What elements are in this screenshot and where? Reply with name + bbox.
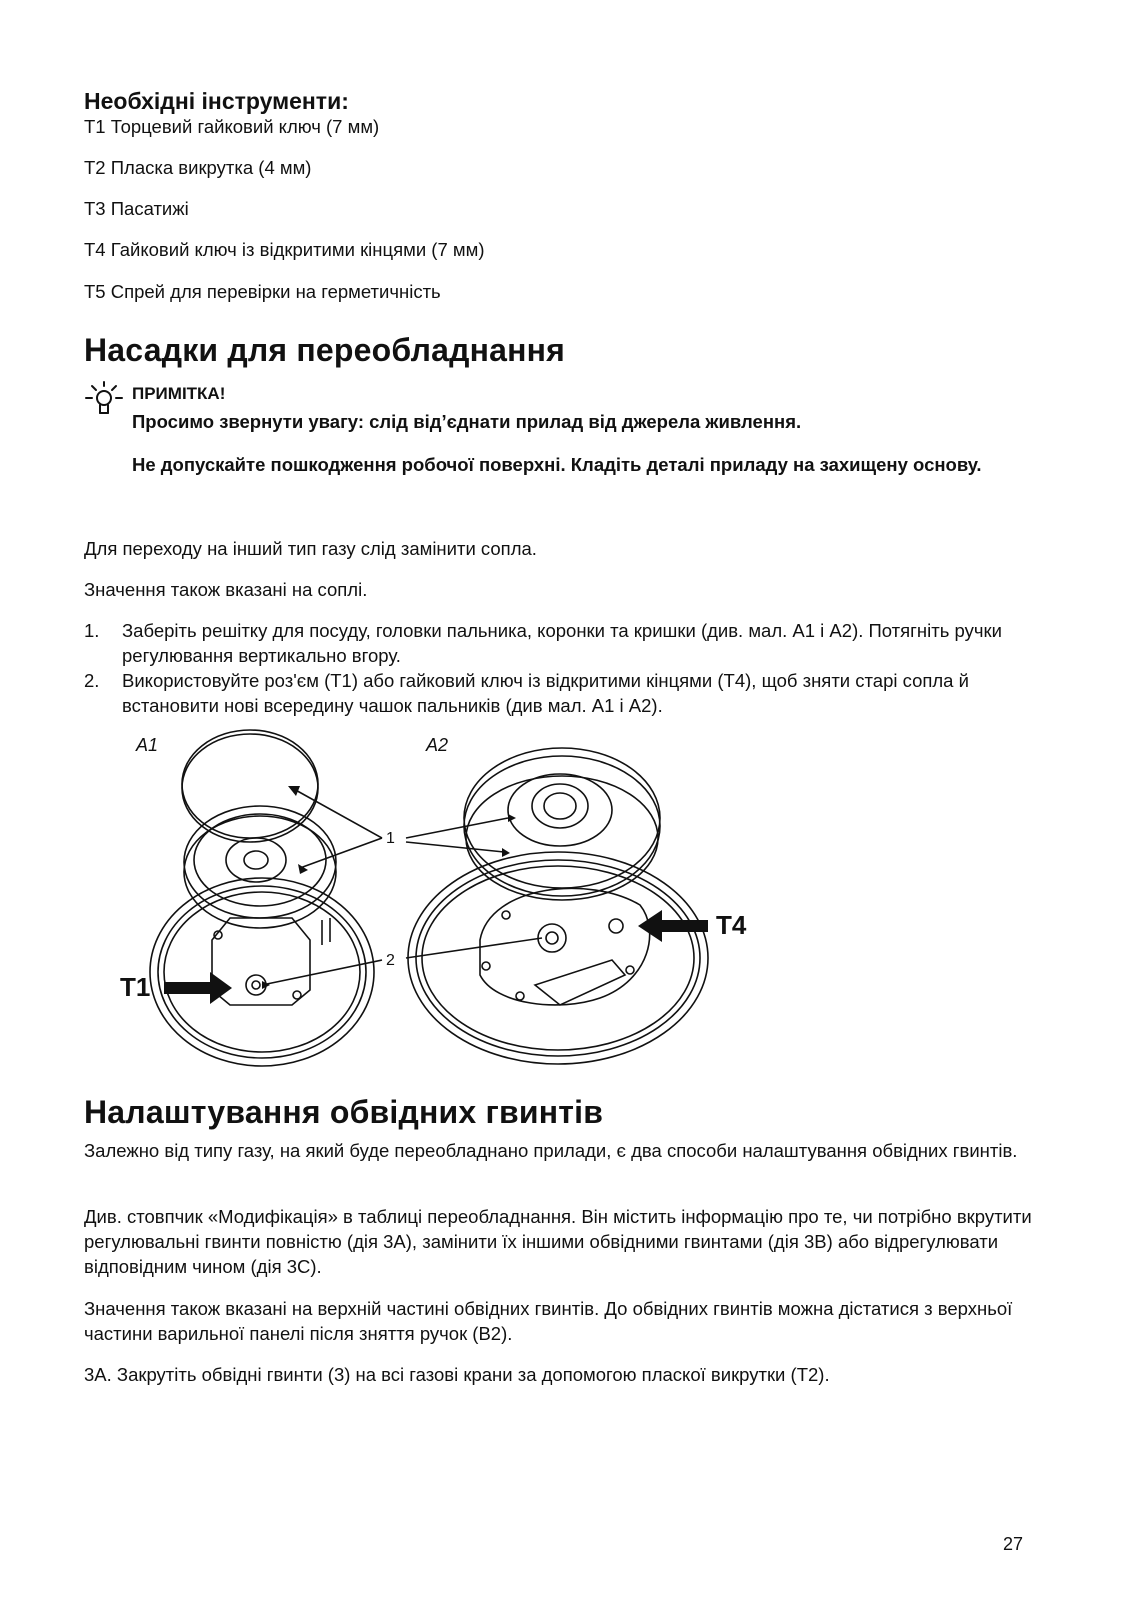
tool-label-t4: T4 [716, 910, 747, 940]
tool-item-t3: T3 Пасатижі [84, 198, 189, 219]
tools-heading: Необхідні інструменти: [84, 88, 349, 114]
tool-item-t4: T4 Гайковий ключ із відкритими кінцями (7 мм) [84, 239, 485, 260]
nozzles-paragraph-2: Значення також вказані на соплі. [84, 579, 368, 600]
note-title: ПРИМІТКА! [132, 384, 226, 403]
bypass-paragraph-4: 3A. Закрутіть обвідні гвинти (3) на всі газові крани за допомогою пласкої викрутки (T2). [84, 1364, 830, 1385]
bypass-heading: Налаштування обвідних гвинтів [84, 1094, 604, 1130]
tool-item-t2: T2 Пласка викрутка (4 мм) [84, 157, 312, 178]
note-text-protect: Не допускайте пошкодження робочої поверхні. Кладіть деталі приладу на захищену основу. [132, 454, 982, 475]
callout-1: 1 [386, 830, 395, 847]
step-number: 2. [84, 670, 100, 691]
figure-label-a1: A1 [136, 735, 159, 755]
step-number: 1. [84, 620, 100, 641]
bypass-paragraph-1: Залежно від типу газу, на який буде переобладнано прилади, є два способи налаштування обвідних гвинтів. [84, 1140, 1018, 1161]
nozzles-heading: Насадки для переобладнання [84, 332, 566, 368]
callout-2: 2 [386, 952, 395, 969]
page-number: 27 [1002, 1534, 1023, 1554]
lightbulb-icon [84, 381, 124, 421]
steps-list [84, 618, 1044, 718]
step-item [84, 668, 1044, 718]
tool-item-t1: T1 Торцевий гайковий ключ (7 мм) [84, 116, 380, 137]
figure-label-a2: A2 [426, 735, 449, 755]
nozzles-paragraph-1: Для переходу на інший тип газу слід замінити сопла. [84, 538, 537, 559]
bypass-paragraph-2: Див. стовпчик «Модифікація» в таблиці переобладнання. Він містить інформацію про те, чи потрібно вкрутити регулювальні гвинти повністю (дія 3A), замінити їх іншими обвідними гвинтами (дія 3B) або відрегулювати відповідним чином (дія 3C). [84, 1206, 1032, 1277]
step-item [84, 618, 1044, 668]
step-text: Використовуйте роз'єм (T1) або гайковий ключ із відкритими кінцями (T4), щоб зняти старі сопла й встановити нові всередину чашок пальників (див мал. A1 і A2). [122, 670, 969, 716]
step-text: Заберіть решітку для посуду, головки пальника, коронки та кришки (див. мал. A1 і A2). Потягніть ручки регулювання вертикально вгору. [122, 620, 1002, 666]
tool-label-t1: T1 [120, 972, 151, 1002]
tool-item-t5: T5 Спрей для перевірки на герметичність [84, 281, 441, 302]
bypass-paragraph-3: Значення також вказані на верхній частині обвідних гвинтів. До обвідних гвинтів можна дістатися з верхньої частини варильної панелі після зняття ручок (B2). [84, 1298, 1013, 1344]
note-text-disconnect: Просимо звернути увагу: слід від’єднати прилад від джерела живлення. [132, 411, 802, 432]
